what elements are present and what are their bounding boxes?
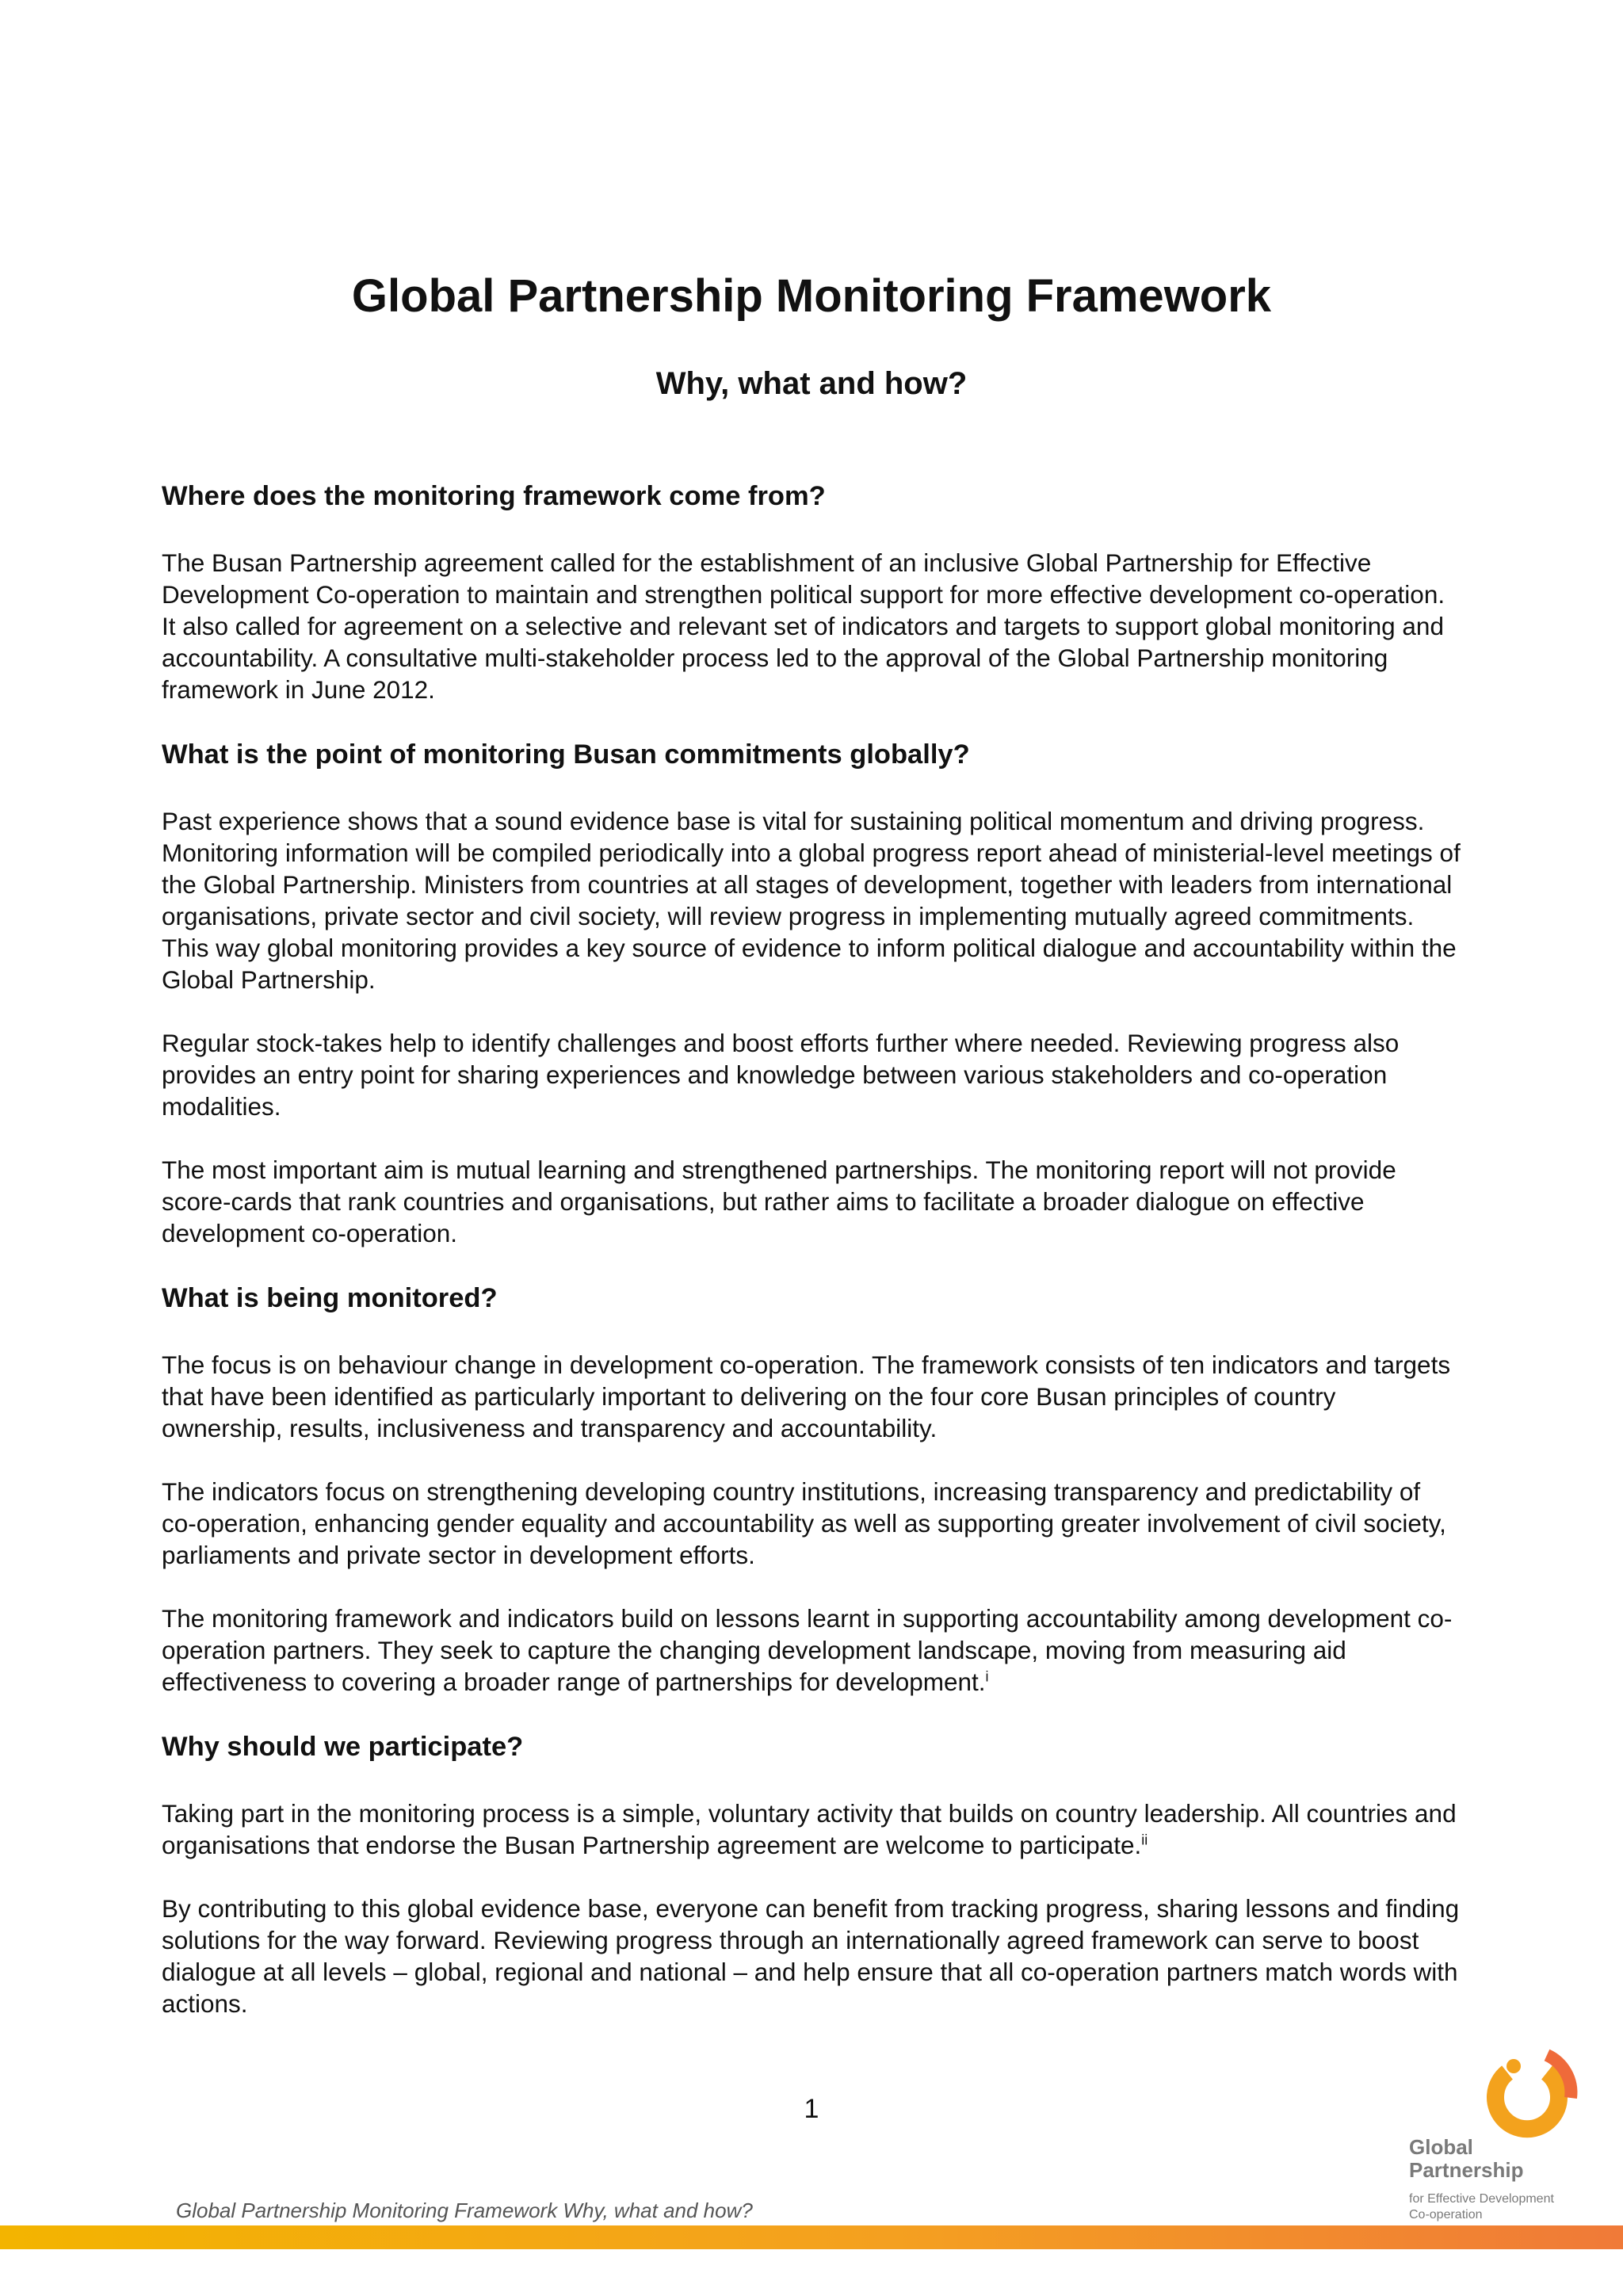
section-heading: Why should we participate?: [162, 1732, 524, 1762]
logo-tagline-line: Co-operation: [1409, 2208, 1483, 2222]
section-heading: Where does the monitoring framework come from?: [162, 481, 826, 511]
footer-color-bar: [0, 2225, 1623, 2249]
paragraph: [162, 1603, 1461, 1698]
paragraph-text: The monitoring framework and indicators build on lessons learnt in supporting accountability among development co-operation partners. They seek to capture the changing development landscape, moving from measuring aid effectiveness to covering a broader range of partnerships for development.: [162, 1604, 1453, 1696]
document-body: [162, 476, 1461, 2051]
paragraph: The focus is on behaviour change in development co-operation. The framework consists of ten indicators and targets that have been identified as particularly important to delivering on the four core Busan principles of country ownership, results, inclusiveness and transparency and accountability.: [162, 1350, 1451, 1442]
logo-arc-orange: [1495, 2073, 1559, 2129]
paragraph: The most important aim is mutual learning and strengthened partnerships. The monitoring report will not provide score-cards that rank countries and organisations, but rather aims to facilitate a broader dialogue on effective development co-operation.: [162, 1156, 1396, 1247]
paragraph: [162, 1797, 1461, 1861]
paragraph: Past experience shows that a sound evidence base is vital for sustaining political momentum and driving progress. Monitoring information will be compiled periodically into a global progress report ahead of ministerial-level meetings of the Global Partnership. Ministers from countries at all stages of development, together with leaders from international organisations, private sector and civil society, will review progress in implementing mutually agreed commitments. This way global monitoring provides a key source of evidence to inform political dialogue and accountability within the Global Partnership.: [162, 807, 1461, 994]
logo-line: Partnership: [1409, 2158, 1524, 2182]
footer-running-title: Global Partnership Monitoring Framework Why, what and how?: [176, 2199, 753, 2222]
section-participate: [162, 1726, 1461, 2019]
footnote-marker[interactable]: ii: [1141, 1832, 1148, 1848]
page-number: 1: [804, 2094, 819, 2124]
logo-line: Global: [1409, 2135, 1473, 2159]
section-heading: What is being monitored?: [162, 1283, 498, 1313]
paragraph: Regular stock-takes help to identify challenges and boost efforts further where needed. Reviewing progress also provides an entry point for sharing experiences and knowledge between various stakeholders and co-operation modalities.: [162, 1029, 1400, 1121]
document-title: Global Partnership Monitoring Framework: [351, 270, 1272, 322]
logo-dot: [1507, 2059, 1521, 2073]
paragraph: The indicators focus on strengthening developing country institutions, increasing transparency and predictability of co-operation, enhancing gender equality and accountability as well as supporting greater involvement of civil society, parliaments and private sector in development efforts.: [162, 1477, 1446, 1569]
document-subtitle: Why, what and how?: [655, 366, 968, 401]
logo-wordmark: [1409, 2136, 1524, 2182]
logo-tagline: [1409, 2191, 1554, 2223]
paragraph-text: Taking part in the monitoring process is a simple, voluntary activity that builds on country leadership. All countries and organisations that endorse the Busan Partnership agreement are welcome to participate.: [162, 1799, 1457, 1859]
section-heading: What is the point of monitoring Busan commitments globally?: [162, 739, 970, 770]
section-monitored: [162, 1278, 1461, 1698]
section-purpose: [162, 734, 1461, 1249]
global-partnership-logo: [1409, 2049, 1599, 2231]
section-origin: [162, 476, 1461, 705]
paragraph: By contributing to this global evidence base, everyone can benefit from tracking progress, sharing lessons and finding solutions for the way forward. Reviewing progress through an internationally agreed framework can serve to boost dialogue at all levels – global, regional and national – and help ensure that all co-operation partners match words with actions.: [162, 1894, 1460, 2018]
logo-tagline-line: for Effective Development: [1409, 2192, 1554, 2206]
footnote-marker[interactable]: i: [985, 1668, 989, 1685]
paragraph: The Busan Partnership agreement called for the establishment of an inclusive Global Partnership for Effective Development Co-operation to maintain and strengthen political support for more effective development co-operation. It also called for agreement on a selective and relevant set of indicators and targets to support global monitoring and accountability. A consultative multi-stakeholder process led to the approval of the Global Partnership monitoring framework in June 2012.: [162, 548, 1445, 704]
